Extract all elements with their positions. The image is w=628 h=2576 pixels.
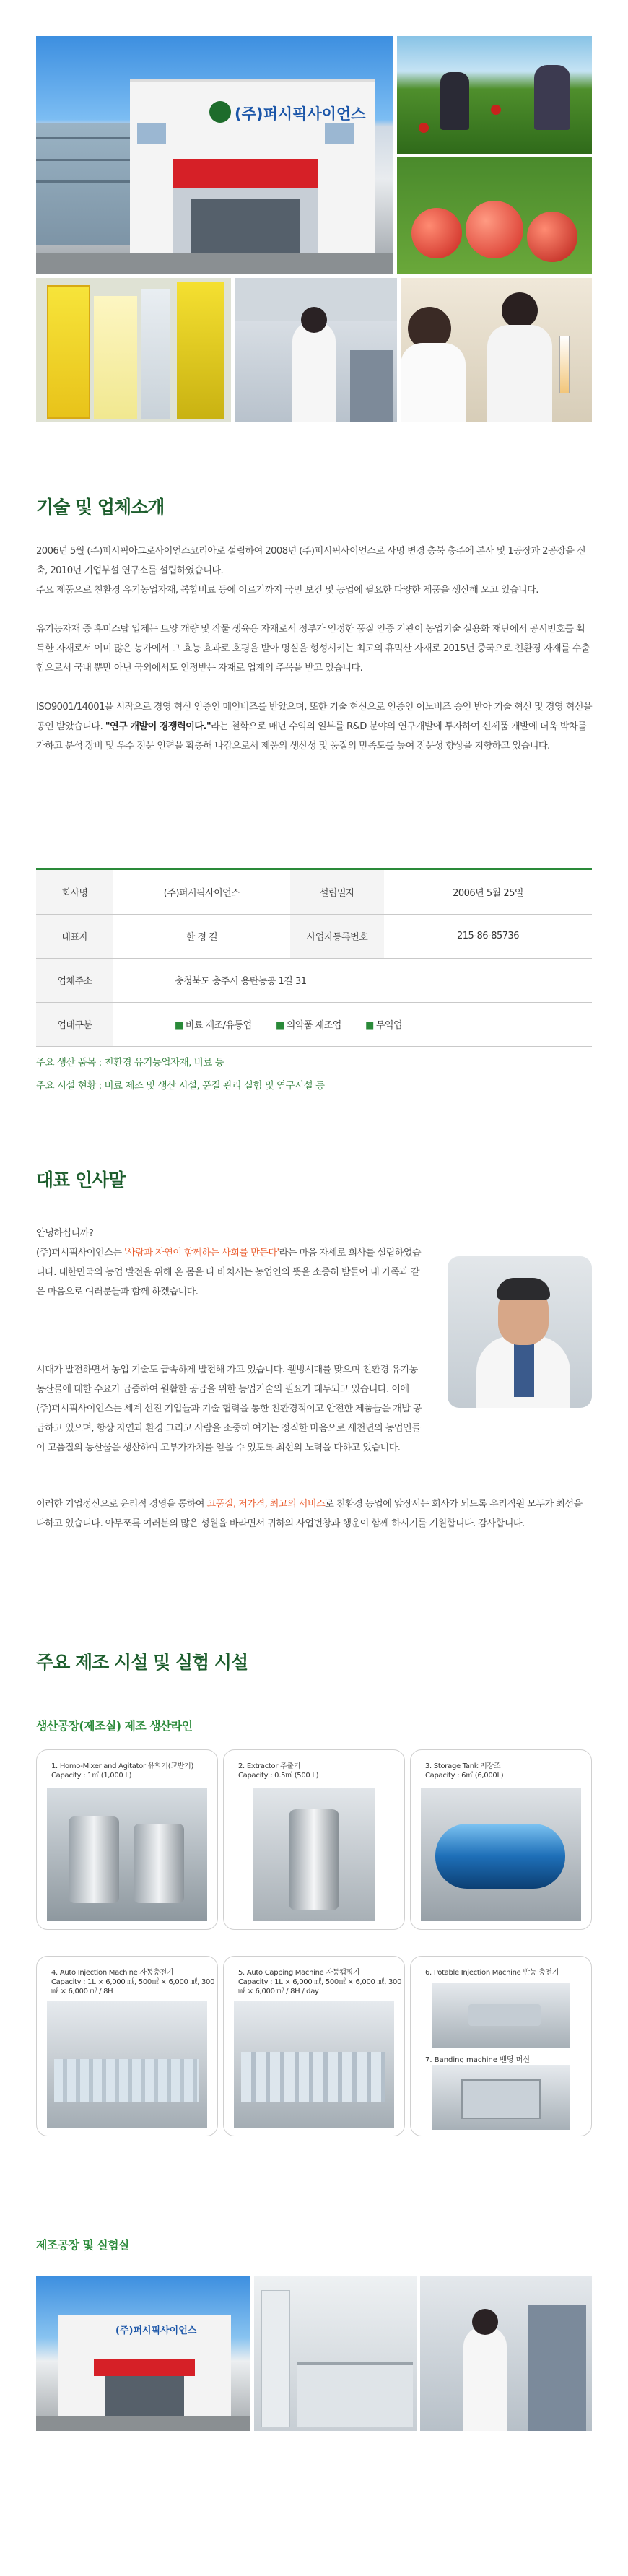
square-bullet-icon: ■ xyxy=(175,1020,183,1031)
intro-paragraph-3: 유기농자재 중 휴머스탑 입제는 토양 개량 및 작물 생육용 자재로서 정부가 인정한 품질 인증 기관이 농업기술 실용화 재단에서 공시번호를 획득한 자재로서 이미 많은 농가에서 그 효능 효과로 호평을 받아 명실을 형성시키는 최고의 휴믹산 자재로 2015년 중국으로 친환경 자재를 수출함으로서 국내 뿐만 아닌 국외에서도 인정받는 자재로 업계의 주목을 받고 있습니다. xyxy=(36,624,590,674)
table-row xyxy=(36,870,592,914)
founded-value: 2006년 5월 25일 xyxy=(384,870,592,914)
products-note: 주요 생산 품목 : 친환경 유기농업자재, 비료 등 xyxy=(36,1057,224,1069)
storage-tank-photo xyxy=(421,1788,581,1921)
hero-building-photo xyxy=(36,36,393,274)
facilities-section-title: 주요 제조 시설 및 실험 시설 xyxy=(36,1652,248,1673)
greeting-p1-post: 라는 마음 자세로 회사를 설립하였습니다. 대한민국의 농업 발전을 위해 온 몸을 다 바치시는 농업인의 뜻을 소중히 받들어 내 가족과 같은 마음으로 여러분들과 함께 하겠습니다. xyxy=(36,1248,422,1297)
facility-card xyxy=(36,1749,218,1930)
product-bags-photo xyxy=(36,278,231,422)
apple-orchard-photo xyxy=(397,36,592,154)
company-info-table xyxy=(36,870,592,1047)
address-label: 업체주소 xyxy=(36,958,113,1002)
card-spec: Capacity : 1㎥ (1,000 L) xyxy=(51,1772,132,1780)
card-spec: Capacity : 1L × 6,000 ㎖, 500㎖ × 6,000 ㎖, 300㎖ × 6,000 ㎖ / 8H / day xyxy=(238,1978,402,1996)
lab-researcher-photo xyxy=(235,278,397,422)
banding-machine-photo xyxy=(432,2065,570,2130)
extractor-photo xyxy=(253,1788,375,1921)
greeting-p2: 시대가 발전하면서 농업 기술도 급속하게 발전해 가고 있습니다. 웰빙시대를 맞으며 친환경 유기농 농산물에 대한 수요가 급증하여 원활한 공급을 위한 농업기술의 필요가 대두되고 있습니다. 이에 (주)퍼시픽사이언스는 세계 선진 기업들과 기술 협력을 통한 친환경적이고 안전한 제품들을 개발 공급하고 있으며, 항상 자연과 환경 그리고 사람을 소중히 여기는 정직한 마음으로 새천년의 농업인들이 고품질의 농산물을 생산하여 고부가가치를 얻을 수 있도록 최선의 노력을 다하고 있습니다. xyxy=(36,1365,422,1453)
card-title: 3. Storage Tank 저장조 xyxy=(425,1762,501,1770)
address-value: 충청북도 충주시 용탄농공 1길 31 xyxy=(113,958,592,1002)
company-section-title: 기술 및 업체소개 xyxy=(36,497,165,518)
greeting-text-3 xyxy=(36,1494,592,1553)
card-spec: Capacity : 0.5㎥ (500 L) xyxy=(238,1772,319,1780)
lab-experiment-photo xyxy=(401,278,592,422)
card-title: 2. Extractor 추출기 xyxy=(238,1762,301,1770)
table-row xyxy=(36,958,592,1002)
ceo-value: 한 정 길 xyxy=(113,914,290,958)
greeting-text xyxy=(36,1224,426,1321)
greeting-motto: '사람과 자연이 함께하는 사회를 만든다' xyxy=(123,1248,279,1258)
table-row xyxy=(36,914,592,958)
greeting-p3-pre: 이러한 기업정신으로 윤리적 경영을 통하여 xyxy=(36,1499,207,1510)
auto-capping-photo xyxy=(234,2001,394,2128)
intro-paragraph-4: ISO9001/14001을 시작으로 경영 혁신 인증인 메인비즈를 받았으며, 또한 기술 혁신으로 인증인 이노비즈 승인 받아 기술 혁신 및 경영 혁신을 공인 받았습니다. xyxy=(36,702,592,732)
facilities-note: 주요 시설 현황 : 비료 제조 및 생산 시설, 품질 관리 실험 및 연구시설 등 xyxy=(36,1080,325,1092)
greeting-line-1: 안녕하십니까? xyxy=(36,1228,94,1239)
greeting-section-title: 대표 인사말 xyxy=(36,1170,126,1191)
company-value: (주)퍼시픽사이언스 xyxy=(113,870,290,914)
mixer-photo xyxy=(47,1788,207,1921)
potable-injection-photo xyxy=(432,1983,570,2048)
type-item: 의약품 제조업 xyxy=(286,1020,341,1031)
facility-card xyxy=(223,1749,405,1930)
type-label: 업태구분 xyxy=(36,1002,113,1046)
greeting-p1-pre: (주)퍼시픽사이언스는 xyxy=(36,1248,124,1258)
lab-room-photo-2 xyxy=(420,2276,592,2431)
type-item: 비료 제조/유통업 xyxy=(185,1020,252,1031)
facility-card xyxy=(223,1956,405,2136)
company-intro xyxy=(36,541,592,775)
type-list xyxy=(113,1002,592,1046)
auto-injection-photo xyxy=(47,2001,207,2128)
lab-room-photo-1 xyxy=(254,2276,417,2431)
card-title: 5. Auto Capping Machine 자동캡핑기 xyxy=(238,1969,360,1977)
card-title: 1. Homo-Mixer and Agitator 유화기(교반기) xyxy=(51,1762,194,1770)
card-spec: Capacity : 1L × 6,000 ㎖, 500㎖ × 6,000 ㎖, 300㎖ × 6,000 ㎖ / 8H xyxy=(51,1978,215,1996)
square-bullet-icon: ■ xyxy=(365,1020,374,1031)
intro-paragraph-2: 주요 제품으로 친환경 유기농업자재, 복합비료 등에 이르기까지 국민 보건 및 농업에 필요한 다양한 제품을 생산해 오고 있습니다. xyxy=(36,585,538,596)
table-row xyxy=(36,1002,592,1046)
ceo-label: 대표자 xyxy=(36,914,113,958)
intro-paragraph-5: 라는 철학으로 매년 수익의 일부를 R&D 분야의 연구개발에 투자하여 신제품 개발에 더욱 박차를 가하고 분석 장비 및 우수 전문 인력을 확충해 나감으로서 제품의 생산성 및 품질의 만족도를 높여 전문성 향상을 지향하고 있습니다. xyxy=(36,721,587,752)
factory-sign: (주)퍼시픽사이언스 xyxy=(115,2325,197,2336)
square-bullet-icon: ■ xyxy=(276,1020,284,1031)
biz-no-label: 사업자등록번호 xyxy=(290,914,384,958)
sign-text: (주)퍼시픽사이언스 xyxy=(235,105,366,123)
apple-harvest-photo xyxy=(397,157,592,274)
card-title: 6. Potable Injection Machine 반능 충전기 xyxy=(425,1969,559,1977)
founded-label: 설립일자 xyxy=(290,870,384,914)
facility-card xyxy=(410,1749,592,1930)
factory-photo xyxy=(36,2276,250,2431)
card-spec: Capacity : 6㎥ (6,000L) xyxy=(425,1772,504,1780)
company-label: 회사명 xyxy=(36,870,113,914)
facility-card xyxy=(36,1956,218,2136)
production-line-title: 생산공장(제조실) 제조 생산라인 xyxy=(36,1719,193,1733)
biz-no-value: 215-86-85736 xyxy=(384,914,592,958)
greeting-highlight: 고품질, 저가격, 최고의 서비스 xyxy=(206,1499,326,1510)
intro-paragraph-1: 2006년 5월 (주)퍼시픽아그로사이언스코리아로 설립하여 2008년 (주)퍼시픽사이언스로 사명 변경 충북 충주에 본사 및 1공장과 2공장을 신축, 2010년 기업부설 연구소를 설립하였습니다. xyxy=(36,546,586,576)
plant-lab-title: 제조공장 및 실험실 xyxy=(36,2238,129,2252)
facility-card xyxy=(410,1956,592,2136)
intro-motto: "연구 개발이 경쟁력이다." xyxy=(105,721,211,732)
type-item: 무역업 xyxy=(375,1020,403,1031)
ceo-portrait-photo xyxy=(448,1256,592,1408)
greeting-p3-post: 로 친환경 농업에 앞장서는 회사가 되도록 우리직원 모두가 최선을 다하고 있습니다. 아무쪼록 여러분의 많은 성원을 바라면서 귀하의 사업번창과 행운이 함께 하시기를 기원합니다. 감사합니다. xyxy=(36,1499,583,1529)
card-title: 4. Auto Injection Machine 자동충전기 xyxy=(51,1969,174,1977)
card-title-2: 7. Banding machine 밴딩 머신 xyxy=(425,2056,531,2064)
